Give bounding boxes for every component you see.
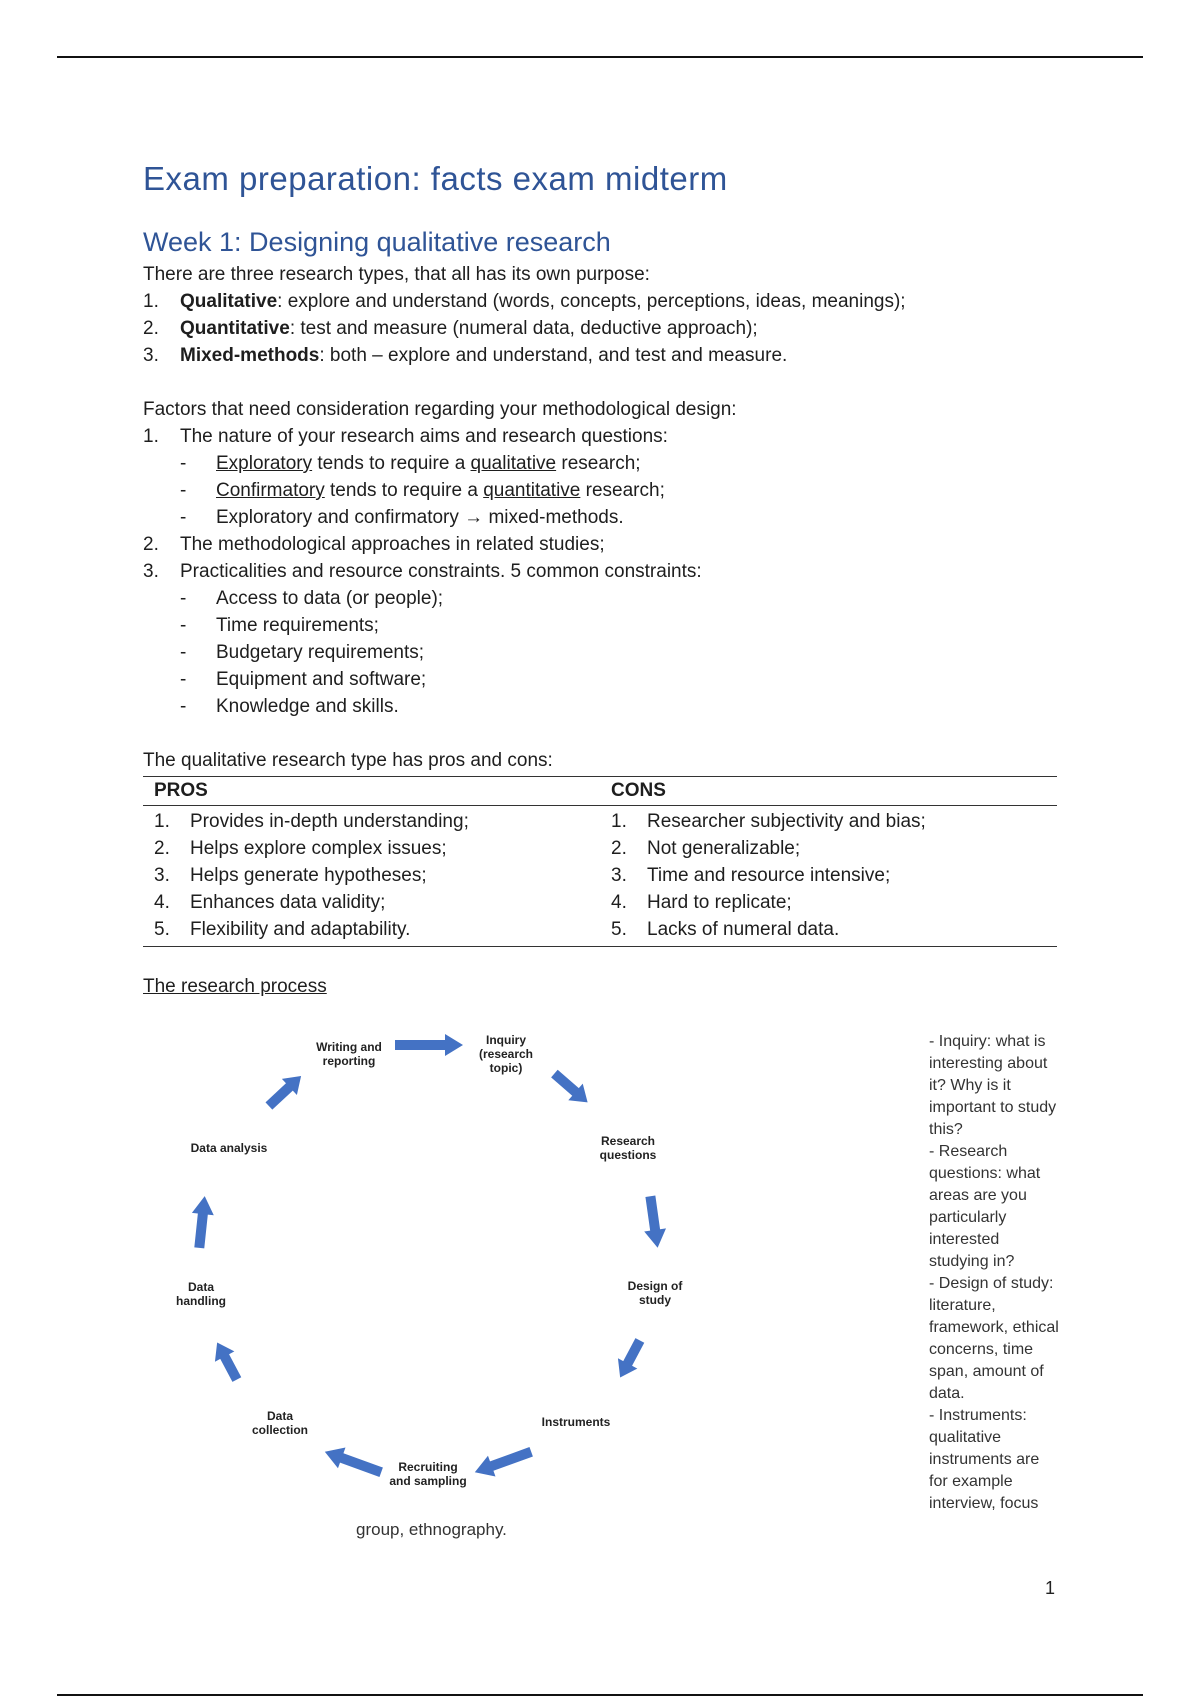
- cycle-label-research-questions: Research questions: [599, 1134, 657, 1162]
- footer-rule: [57, 1694, 1143, 1696]
- list-item: - Knowledge and skills.: [180, 693, 1058, 720]
- list-item: - Access to data (or people);: [180, 585, 1058, 612]
- list-item: 1. Qualitative: explore and understand (words, concepts, perceptions, ideas, meanings);: [143, 291, 906, 312]
- cycle-label-recruiting: Recruiting and sampling: [389, 1460, 467, 1488]
- list-item: 1. The nature of your research aims and research questions: - Exploratory tends to require a qualitative research; - Confirmatory tends to require a quantitative research; - Exploratory and confirmatory → mixed-methods.: [143, 423, 1058, 531]
- arrow-analysis-to-writing: [261, 1068, 308, 1114]
- cycle-label-data-handling: Data handling: [176, 1280, 226, 1308]
- list-item: 3. Time and resource intensive;: [611, 865, 891, 886]
- arrow-recruiting-to-collection: [321, 1441, 385, 1482]
- list-item: 1. Provides in-depth understanding;: [154, 811, 469, 832]
- list-item: 3. Practicalities and resource constraints. 5 common constraints: - Access to data (or people); - Time requirements; - Budgetary requirements; - Equipment and software; - Knowledge and skills.: [143, 558, 1058, 720]
- list-item: - Time requirements;: [180, 612, 1058, 639]
- list-item: 5. Lacks of numeral data.: [611, 919, 840, 940]
- list-item: 1. Researcher subjectivity and bias;: [611, 811, 926, 832]
- research-types-intro: There are three research types, that all has its own purpose:: [143, 264, 650, 285]
- cycle-label-design-of-study: Design of study: [627, 1279, 683, 1307]
- list-item: - Confirmatory tends to require a quantitative research;: [180, 477, 1058, 504]
- list-item: - Budgetary requirements;: [180, 639, 1058, 666]
- list-item: 5. Flexibility and adaptability.: [154, 919, 411, 940]
- list-item: 3. Mixed-methods: both – explore and understand, and test and measure.: [143, 345, 788, 366]
- arrow-inquiry-to-questions: [547, 1065, 595, 1110]
- arrow-handling-to-analysis: [188, 1195, 215, 1249]
- list-item: 4. Hard to replicate;: [611, 892, 792, 913]
- cycle-label-writing: Writing and reporting: [316, 1040, 382, 1068]
- pros-cons-intro: The qualitative research type has pros and cons:: [143, 750, 553, 771]
- arrow-collection-to-handling: [207, 1337, 246, 1384]
- cycle-label-data-collection: Data collection: [251, 1409, 309, 1437]
- pros-header: PROS: [143, 777, 600, 806]
- arrow-design-to-instruments: [610, 1335, 649, 1382]
- research-process-heading: The research process: [143, 976, 327, 997]
- cycle-label-instruments: Instruments: [541, 1415, 611, 1429]
- week-1-heading: Week 1: Designing qualitative research: [143, 227, 611, 257]
- list-item: 2. Helps explore complex issues;: [154, 838, 447, 859]
- list-item: - Equipment and software;: [180, 666, 1058, 693]
- cycle-label-inquiry: Inquiry (research topic): [478, 1033, 534, 1075]
- process-side-notes: - Inquiry: what is interesting about it? Why is it important to study this? - Research questions: what areas are you particularly interested studying in? - Design of study: literature, framework, ethical concerns, time span, amount of data. - Instruments: qualitative instruments are for example interview, focus: [929, 1033, 1059, 1512]
- cycle-label-data-analysis: Data analysis: [190, 1141, 268, 1155]
- factors-intro: Factors that need consideration regarding your methodological design:: [143, 399, 737, 420]
- list-item: 3. Helps generate hypotheses;: [154, 865, 427, 886]
- list-item: 4. Enhances data validity;: [154, 892, 386, 913]
- list-item: 2. Not generalizable;: [611, 838, 801, 859]
- arrow-instruments-to-recruiting: [471, 1441, 535, 1482]
- list-item: - Exploratory tends to require a qualitative research;: [180, 450, 1058, 477]
- arrow-questions-to-design: [639, 1195, 668, 1250]
- continued-text: group, ethnography.: [356, 1520, 507, 1539]
- document-title: Exam preparation: facts exam midterm: [143, 160, 728, 197]
- list-item: - Exploratory and confirmatory → mixed-methods.: [180, 504, 1058, 531]
- list-item: 2. The methodological approaches in related studies;: [143, 534, 605, 555]
- cons-header: CONS: [600, 777, 1057, 806]
- list-item: 2. Quantitative: test and measure (numeral data, deductive approach);: [143, 318, 758, 339]
- arrow-writing-to-inquiry: [395, 1034, 463, 1056]
- page-number: 1: [1045, 1578, 1056, 1598]
